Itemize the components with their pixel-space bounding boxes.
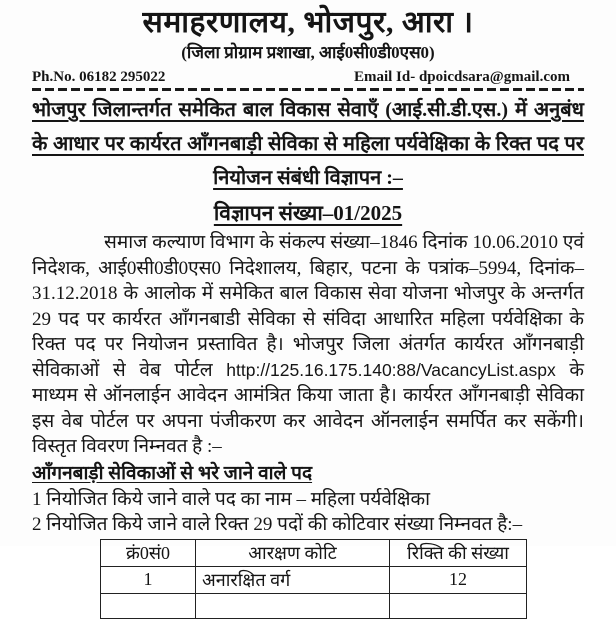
- table-row-partial: [101, 593, 527, 618]
- table-header-count: रिक्ति की संख्या: [390, 539, 527, 566]
- contact-row: [32, 67, 584, 87]
- ad-number-wrap: [32, 199, 584, 227]
- table-cell-category: अनारक्षित वर्ग: [196, 566, 390, 593]
- notice-point-post-name: 1 नियोजित किये जाने वाले पद का नाम – महिला पर्यवेक्षिका: [32, 488, 431, 510]
- table-cell-empty: [390, 593, 527, 618]
- advertisement-number: विज्ञापन संख्या–01/2025: [213, 201, 403, 225]
- table-row: [101, 566, 527, 593]
- table-cell-count: 12: [390, 566, 527, 593]
- body-text-part2: के माध्यम से ऑनलाईन आवेदन आमंत्रित किया जाता है। कार्यरत आँगनबाड़ी सेविका इस वेब पोर्टल पर अपना पंजीकरण कर आवेदन ऑनलाईन समर्पित कर सकेंगी। विस्तृत विवरण निम्नवत है :–: [32, 359, 584, 457]
- office-branch-subtitle: (जिला प्रोग्राम प्रशाखा, आई0सी0डी0एस0): [181, 43, 435, 62]
- header-divider: [32, 88, 584, 91]
- body-text-part1: समाज कल्याण विभाग के संकल्प संख्या–1846 दिनांक 10.06.2010 एवं निदेशक, आई0सी0डी0एस0 निदेशालय, बिहार, पटना के पत्रांक–5994, दिनांक–31.12.2018 के आलोक में समेकित बाल विकास सेवा योजना भोजपुर के अन्तर्गत 29 पद पर कार्यरत आँगनबाडी सेविका से संविदा आधारित महिला पर्यवेक्षिका के रिक्त पद पर नियोजन प्रस्तावित है। भोजपुर जिला अंतर्गत कार्यरत आँगनबाड़ी सेविकाओं से वेब पोर्टल: [32, 232, 584, 381]
- vacancy-table: [100, 539, 527, 619]
- table-cell-empty: [196, 593, 390, 618]
- table-header-category: आरक्षण कोटि: [196, 539, 390, 566]
- table-header-row: [101, 539, 527, 566]
- table-header-sno: क्रं0सं0: [101, 539, 196, 566]
- email-id: Email Id- dpoicdsara@gmail.com: [353, 69, 570, 85]
- portal-url: http://125.16.175.140:88/VacancyList.aspx: [226, 359, 556, 380]
- office-title: समाहरणालय, भोजपुर, आरा ।: [142, 6, 474, 39]
- notice-heading: भोजपुर जिलान्तर्गत समेकित बाल विकास सेवाएँ (आई.सी.डी.एस.) में अनुबंध के आधार पर कार्यरत आँगनबाड़ी सेविका से महिला पर्यवेक्षिका के रिक्त पद पर नियोजन संबंधी विज्ञापन :–: [32, 99, 584, 189]
- table-cell-sno: 1: [101, 566, 196, 593]
- notice-point-vacancy-count: 2 नियोजित किये जाने वाले रिक्त 29 पदों की कोटिवार संख्या निम्नवत है:–: [32, 513, 523, 535]
- phone-number: Ph.No. 06182 295022: [32, 69, 166, 85]
- notice-body-paragraph: [32, 230, 584, 460]
- table-cell-empty: [101, 593, 196, 618]
- section-heading-posts: आँगनबाड़ी सेविकाओं से भरे जाने वाले पद: [32, 462, 313, 484]
